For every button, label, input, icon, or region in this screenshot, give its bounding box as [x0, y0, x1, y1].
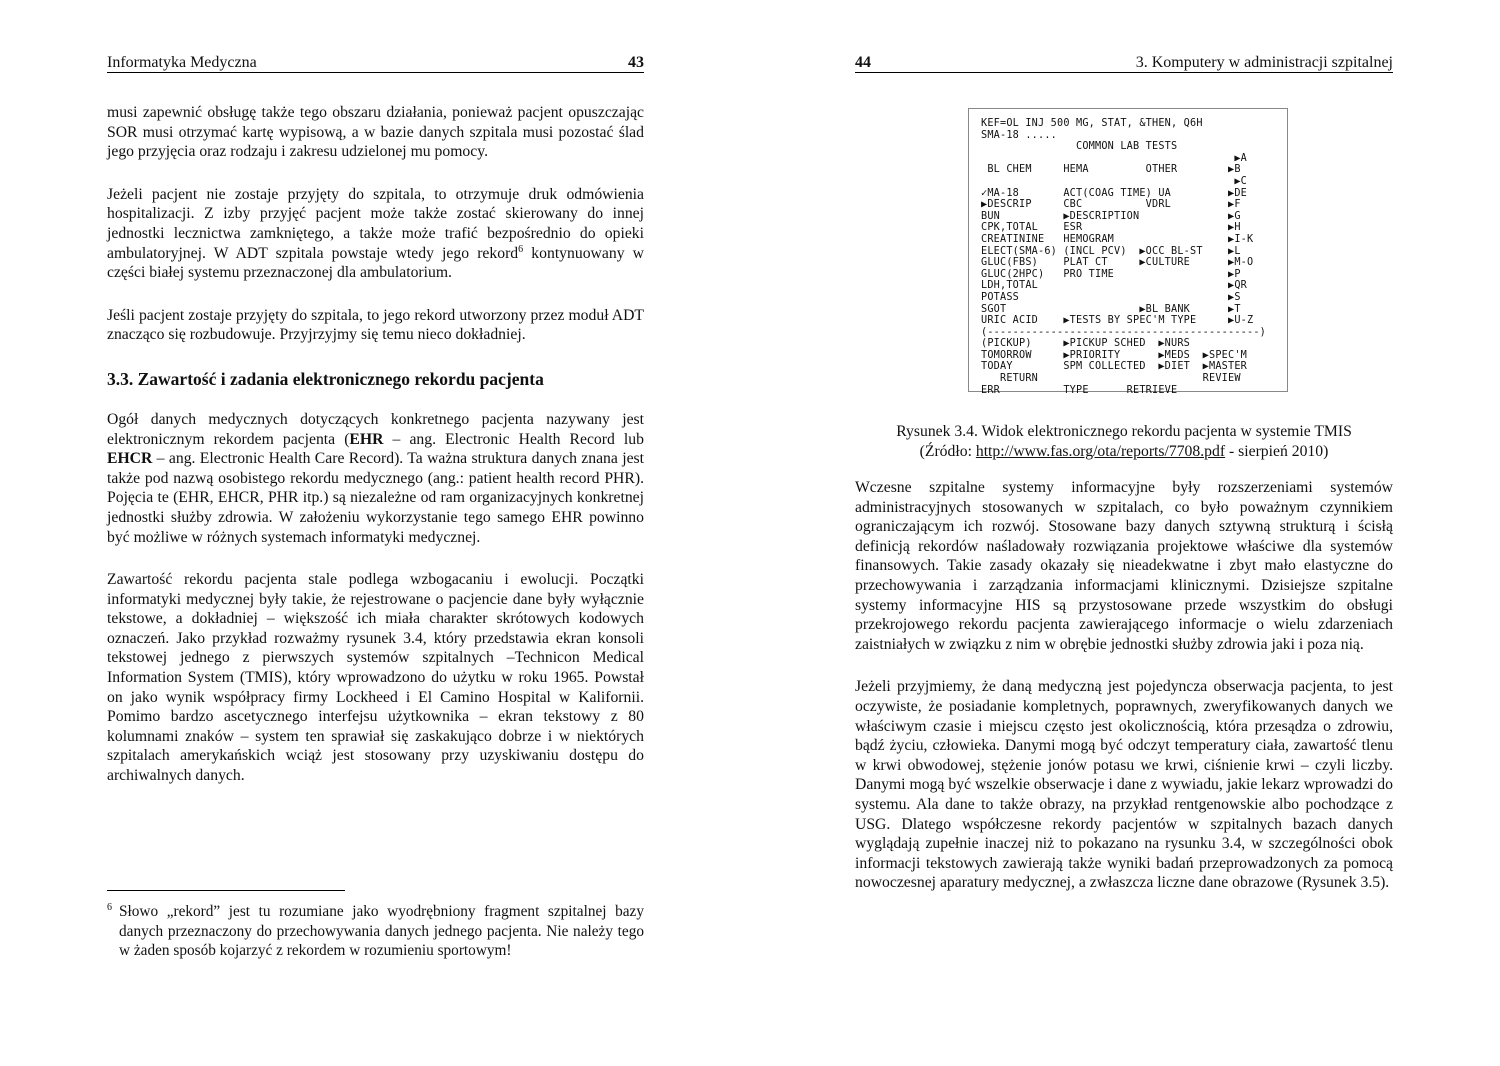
paragraph: Wczesne szpitalne systemy informacyjne były rozszerzeniami systemów administracyjnych stosowanych w szpitalach, co było poważnym czynnikiem ograniczającym ich rozwój. Stosowane bazy danych sztywną strukturą i ścisłą definicją rekordów naśladowały rozwiązania projektowe właściwe dla systemów finansowych. Takie zasady okazały się nieadekwatne i zbyt mało elastyczne do przechowywania i zarządzania informacjami klinicznymi. Dzisiejsze szpitalne systemy informacyjne HIS są przystosowane przede wszystkim do obsługi przekrojowego rekordu pacjenta zawierającego informacje o wielu zdarzeniach zaistniałych w związku z nim w obrębie jednostki służby zdrowia jaki i poza nią. — [855, 479, 1393, 653]
terminal-line: SGOT ▶BL BANK ▶T — [981, 303, 1241, 315]
paragraph-text: kontynuowany w części białej systemu przeznaczonej dla ambulatorium. — [107, 244, 645, 282]
paragraph-tmis: Zawartość rekordu pacjenta stale podlega wzbogacaniu i ewolucji. Początki informatyki medycznej były takie, że rejestrowane o pacjencie dane były wyłącznie tekstowe, a dokładniej – większość ich miała charakter skrótowych kodowych oznaczeń. Jako przykład rozważmy rysunek 3.4, który przedstawia ekran konsoli tekstowej jednego z pierwszych systemów szpitalnych –Technicon Medical Information System (TMIS), który wprowadzono do użytku w roku 1965. Powstał on jako wynik współpracy firmy Lockheed i El Camino Hospital w Kalifornii. Pomimo bardzo ascetycznego interfejsu użytkownika – ekran tekstowy z 80 kolumnami znaków – system ten sprawiał się zaskakująco dobrze i w niektórych szpitalach amerykańskich wciąż jest stosowany przy uzyskiwaniu dostępu do archiwalnych danych. — [107, 571, 644, 785]
terminal-line: ✓MA-18 ACT(COAG TIME) UA ▶DE — [981, 187, 1248, 199]
source-link[interactable]: http://www.fas.org/ota/reports/7708.pdf — [975, 443, 1226, 460]
terminal-line: (PICKUP) ▶PICKUP SCHED ▶NURS — [981, 338, 1191, 350]
paragraph: musi zapewnić obsługę także tego obszaru działania, ponieważ pacjent opuszczając SOR musi otrzymać kartę wypisową, a w bazie danych szpitala musi pozostać ślad jego przyjęcia oraz rodzaju i zakresu udzielonej mu pomocy. — [107, 104, 644, 161]
terminal-line: ▶C — [981, 175, 1248, 187]
running-head-left — [107, 53, 644, 73]
section-heading: 3.3. Zawartość i zadania elektronicznego rekordu pacjenta — [107, 368, 544, 389]
text-span: – ang. Electronic Health Record lub — [383, 430, 644, 448]
text-span: – ang. Electronic Health Care Record). Ta ważna struktura danych znana jest także pod nazwą osobistego rekordu medycznego (ang.: patient health record PHR). Pojęcia te (EHR, EHCR, PHR itp.) są niezależne od ram organizacyjnych konkretnej jednostki służby zdrowia. W założeniu wykorzystanie tego samego EHR powinno być możliwe w różnych systemach informatyki medycznej. — [107, 450, 644, 546]
figure-caption — [855, 422, 1393, 462]
terminal-line: CREATININE HEMOGRAM ▶I-K — [981, 233, 1254, 245]
terminal-line: GLUC(2HPC) PRO TIME ▶P — [981, 268, 1241, 280]
text-span: Ogół danych medycznych dotyczących konkretnego pacjenta nazywany jest elektronicznym rekordem pacjenta ( — [107, 410, 644, 448]
right-body — [855, 478, 1393, 916]
terminal-line: SMA-18 ..... — [981, 129, 1058, 141]
caption-line — [855, 442, 1393, 462]
footnote-rule — [107, 890, 345, 891]
tmis-terminal-figure — [968, 108, 1288, 396]
header-title: Informatyka Medyczna — [107, 54, 257, 71]
paragraph: Jeśli pacjent zostaje przyjęty do szpitala, to jego rekord utworzony przez moduł ADT znacząco się rozbudowuje. Przyjrzyjmy się temu nieco dokładniej. — [107, 306, 644, 344]
paragraph: Jeżeli przyjmiemy, że daną medyczną jest pojedyncza obserwacja pacjenta, to jest oczywiste, że posiadanie kompletnych, poprawnych, zweryfikowanych danych we właściwym czasie i miejscu często jest okolicznością, która przesądza o zdrowiu, bądź życiu, człowieka. Danymi mogą być odczyt temperatury ciała, zawartość tlenu w krwi obwodowej, stężenie jonów potasu we krwi, ciśnienie krwi – czyli liczby. Danymi mogą być wszelkie obserwacje i dane z wywiadu, jakie lekarz wprowadzi do systemu. Ala dane to także obrazy, na przykład rentgenowskie albo pochodzące z USG. Dlatego współczesne rekordy pacjentów w szpitalnych bazach danych wyglądają zupełnie inaczej niż to pokazano na rysunku 3.4, w szczególności obok informacji tekstowych zawierają także wyniki badań przeprowadzonych za pomocą nowoczesnej aparatury medycznej, a zwłaszcza liczne dane obrazowe (Rysunek 3.5). — [855, 678, 1393, 892]
terminal-line: GLUC(FBS) PLAT CT ▶CULTURE ▶M-O — [981, 257, 1254, 269]
paragraph-ehr — [107, 410, 644, 547]
header-title: 3. Komputery w administracji szpitalnej — [1135, 54, 1393, 71]
terminal-line: ERR TYPE RETRIEVE — [981, 384, 1178, 396]
terminal-line: COMMON LAB TESTS — [981, 141, 1178, 153]
page-number: 43 — [628, 54, 644, 71]
right-page — [855, 0, 1393, 1066]
footnote-mark: 6 — [107, 902, 112, 913]
caption-line: Rysunek 3.4. Widok elektronicznego rekordu pacjenta w systemie TMIS — [896, 423, 1352, 440]
terminal-line: RETURN REVIEW — [981, 373, 1241, 385]
terminal-line: BL CHEM HEMA OTHER ▶B — [981, 164, 1241, 176]
terminal-line: TOMORROW ▶PRIORITY ▶MEDS ▶SPEC'M — [981, 349, 1248, 361]
terminal-line: BUN ▶DESCRIPTION ▶G — [981, 210, 1241, 222]
terminal-line: (-------------------------------------------) — [981, 326, 1267, 338]
terminal-line: POTASS ▶S — [981, 291, 1241, 303]
caption-suffix: - sierpień 2010) — [1225, 443, 1329, 460]
left-page — [107, 0, 644, 1066]
running-head-right — [855, 53, 1393, 73]
terminal-line: ▶A — [981, 152, 1248, 164]
page-number: 44 — [855, 54, 871, 71]
terminal-line: LDH,TOTAL ▶QR — [981, 280, 1248, 292]
terminal-line: KEF=OL INJ 500 MG, STAT, &THEN, Q6H — [981, 118, 1203, 129]
caption-prefix: (Źródło: — [919, 443, 976, 460]
term-ehcr: EHCR — [107, 450, 153, 468]
terminal-line: CPK,TOTAL ESR ▶H — [981, 222, 1241, 234]
term-ehr: EHR — [349, 430, 384, 448]
terminal-line: TODAY SPM COLLECTED ▶DIET ▶MASTER — [981, 361, 1248, 373]
terminal-line: ▶DESCRIP CBC VDRL ▶F — [981, 199, 1241, 211]
paragraph — [107, 185, 644, 283]
footnote — [107, 902, 644, 961]
footnote-ref[interactable]: 6 — [518, 243, 524, 255]
footnote-text: Słowo „rekord” jest tu rozumiane jako wyodrębniony fragment szpitalnej bazy danych przeznaczony do przechowywania danych jednego pacjenta. Nie należy tego w żaden sposób kojarzyć z rekordem w rozumieniu sportowym! — [119, 903, 644, 959]
terminal-line: URIC ACID ▶TESTS BY SPEC'M TYPE ▶U-Z — [981, 315, 1254, 327]
terminal-line: ELECT(SMA-6) (INCL PCV) ▶OCC BL-ST ▶L — [981, 245, 1241, 257]
left-body — [107, 103, 644, 809]
paragraph-text: Jeżeli pacjent nie zostaje przyjęty do szpitala, to otrzymuje druk odmówienia hospitalizacji. Z izby przyjęć pacjent może także zostać skierowany do innej jednostki lecznictwa zamkniętego, a także może trafić bezpośrednio do opieki ambulatoryjnej. W ADT szpitala powstaje wtedy jego rekord — [107, 185, 644, 262]
terminal-screen — [981, 118, 1266, 396]
